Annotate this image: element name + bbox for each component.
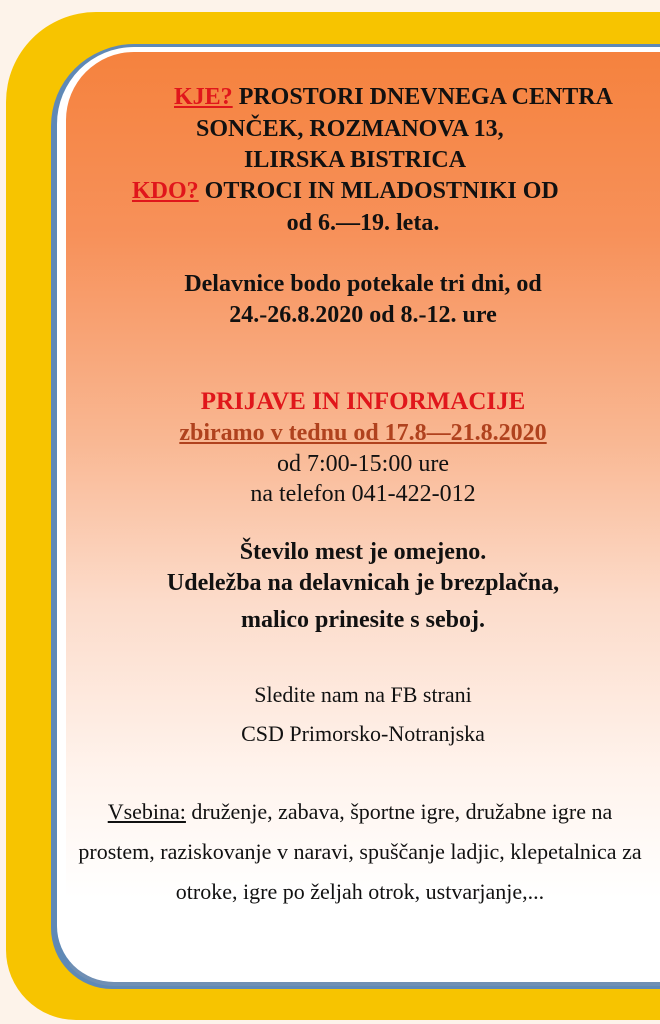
registration-hours: od 7:00-15:00 ure — [277, 451, 449, 477]
where-label: KJE? — [174, 84, 233, 110]
registration-title: PRIJAVE IN INFORMACIJE — [200, 388, 526, 415]
who-line1: OTROCI IN MLADOSTNIKI OD — [204, 178, 559, 204]
workshops-line1: Delavnice bodo potekale tri dni, od — [184, 271, 542, 297]
notice-line1: Število mest je omejeno. — [239, 539, 487, 565]
content-label: Vsebina: — [107, 799, 186, 824]
who-line — [132, 176, 559, 206]
where-line3: ILIRSKA BISTRICA — [244, 147, 467, 173]
content-text: druženje, zabava, športne igre, družabne igre na prostem, raziskovanje v naravi, spuščanje ladjic, klepetalnica za otroke, igre po željah otrok, ustvarjanje,... — [78, 799, 642, 904]
notice-line2: Udeležba na delavnicah je brezplačna, — [166, 570, 560, 596]
registration-phone: na telefon 041-422-012 — [250, 481, 476, 507]
where-line — [98, 82, 613, 112]
content-section — [70, 792, 650, 912]
follow-line1: Sledite nam na FB strani — [254, 682, 472, 707]
follow-line2: CSD Primorsko-Notranjska — [241, 721, 485, 746]
workshops-line2: 24.-26.8.2020 od 8.-12. ure — [229, 302, 497, 328]
registration-period: zbiramo v tednu od 17.8—21.8.2020 — [179, 420, 547, 446]
who-label: KDO? — [132, 178, 199, 204]
where-line1: PROSTORI DNEVNEGA CENTRA — [238, 84, 613, 110]
notice-line3: malico prinesite s seboj. — [241, 607, 485, 633]
who-line2: od 6.—19. leta. — [286, 210, 440, 236]
where-line2: SONČEK, ROZMANOVA 13, — [196, 116, 504, 142]
